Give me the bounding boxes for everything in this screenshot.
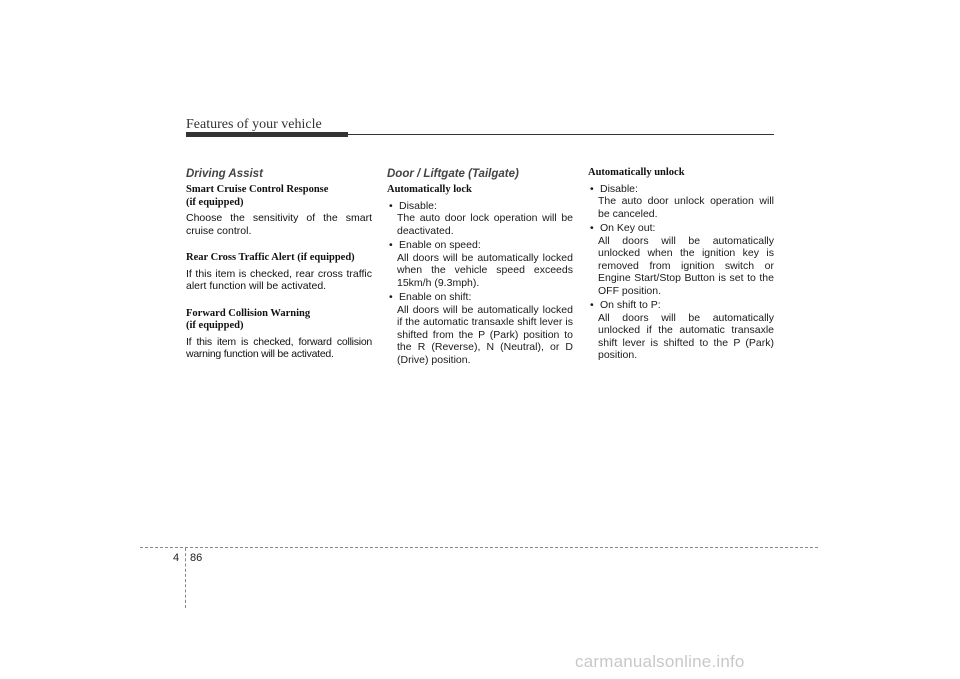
list-item bbox=[588, 222, 774, 297]
subheading-line: Forward Collision Warning bbox=[186, 307, 311, 319]
subheading-forward-collision bbox=[186, 308, 372, 333]
subheading-auto-lock: Automatically lock bbox=[387, 184, 472, 195]
paragraph-rear-cross-traffic: If this item is checked, rear cross traffic alert function will be activated. bbox=[186, 267, 372, 292]
option-label: Enable on speed: bbox=[399, 239, 481, 251]
option-description: All doors will be automatically unlocked if the automatic transaxle shift lever is shifted to the P (Park) position. bbox=[598, 311, 774, 361]
paragraph-forward-collision: If this item is checked, forward collision warning function will be activated. bbox=[186, 335, 372, 360]
list-item bbox=[387, 239, 573, 289]
list-item bbox=[588, 299, 774, 362]
column-door-liftgate bbox=[387, 167, 573, 368]
footer-divider bbox=[185, 548, 186, 608]
bullet: • bbox=[590, 182, 594, 195]
subheading-smart-cruise bbox=[186, 184, 372, 209]
section-title-door-liftgate: Door / Liftgate (Tailgate) bbox=[387, 168, 519, 180]
option-label: On Key out: bbox=[600, 222, 656, 234]
header-rule-accent bbox=[186, 132, 348, 137]
auto-lock-options bbox=[387, 200, 573, 367]
bullet: • bbox=[389, 239, 393, 251]
bullet: • bbox=[389, 199, 393, 212]
option-description: All doors will be automatically locked when the vehicle speed exceeds 15km/h (9.3mph). bbox=[397, 251, 573, 289]
column-auto-unlock bbox=[588, 167, 774, 364]
option-label: On shift to P: bbox=[600, 299, 661, 311]
chapter-number: 4 bbox=[173, 552, 180, 564]
list-item bbox=[387, 200, 573, 238]
footer-rule bbox=[140, 547, 818, 548]
subheading-line: Smart Cruise Control Response bbox=[186, 184, 329, 195]
bullet: • bbox=[590, 222, 594, 234]
option-description: All doors will be automatically unlocked when the ignition key is removed from ignition switch or Engine Start/Stop Button is set to the OFF position. bbox=[598, 234, 774, 297]
page-number: 86 bbox=[190, 552, 203, 564]
option-description: All doors will be automatically locked if the automatic transaxle shift lever is shifted from the P (Park) position to the R (Reverse), N (Neutral), or D (Drive) position. bbox=[397, 303, 573, 366]
auto-unlock-options bbox=[588, 183, 774, 362]
bullet: • bbox=[389, 291, 393, 303]
subheading-rear-cross-traffic: Rear Cross Traffic Alert (if equipped) bbox=[186, 252, 355, 263]
watermark: carmanualsonline.info bbox=[575, 652, 745, 671]
header-title: Features of your vehicle bbox=[186, 117, 322, 132]
list-item bbox=[588, 183, 774, 221]
option-label: Disable: bbox=[600, 182, 638, 195]
bullet: • bbox=[590, 299, 594, 311]
paragraph-smart-cruise: Choose the sensitivity of the smart cruise control. bbox=[186, 212, 372, 237]
option-description: The auto door unlock operation will be canceled. bbox=[598, 195, 774, 220]
subheading-line: (if equipped) bbox=[186, 196, 244, 208]
section-title-driving-assist: Driving Assist bbox=[186, 168, 263, 180]
list-item bbox=[387, 291, 573, 366]
option-description: The auto door lock operation will be deactivated. bbox=[397, 212, 573, 237]
subheading-auto-unlock: Automatically unlock bbox=[588, 167, 685, 178]
column-driving-assist bbox=[186, 167, 372, 376]
option-label: Enable on shift: bbox=[399, 291, 472, 303]
subheading-line: (if equipped) bbox=[186, 320, 244, 331]
option-label: Disable: bbox=[399, 199, 437, 212]
